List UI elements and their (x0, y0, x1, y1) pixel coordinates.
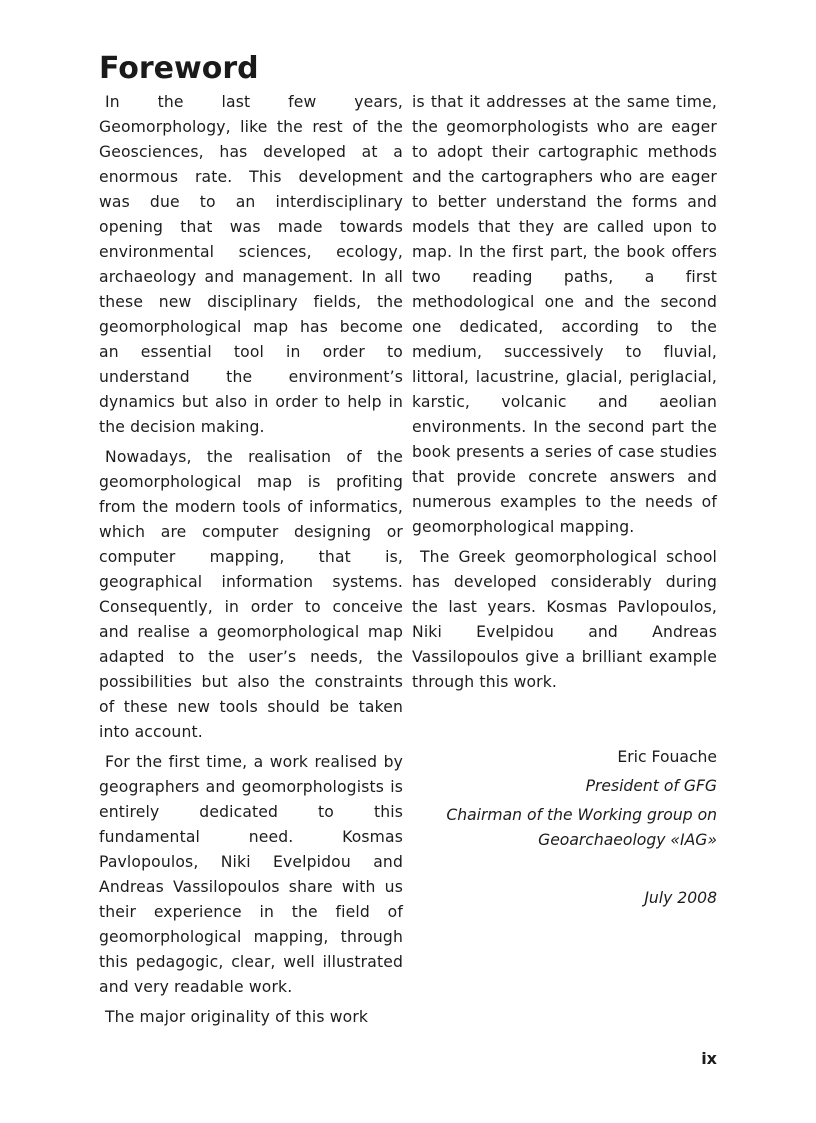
paragraph: In the last few years, Geomorphology, like the rest of the Geosciences, has developed at a enormous rate. This development was due to an interdisciplinary opening that was made towards environmental sciences, ecology, archaeology and management. In all these new disciplinary fields, the geomorphological map has become an essential tool in order to understand the environment’s dynamics but also in order to help in the decision making. (99, 93, 403, 436)
left-column (99, 90, 403, 1035)
page-title: Foreword (99, 51, 259, 86)
signature-role: President of GFG (585, 777, 717, 795)
signature-date: July 2008 (644, 889, 717, 907)
paragraph: The Greek geomorphological school has developed considerably during the last years. Kosmas Pavlopoulos, Niki Evelpidou and Andreas Vassilopoulos give a brilliant example through this work. (412, 548, 717, 691)
page-number: ix (701, 1049, 717, 1068)
paragraph: is that it addresses at the same time, the geomorphologists who are eager to adopt their cartographic methods and the cartographers who are eager to better understand the forms and models that they are called upon to map. In the first part, the book offers two reading paths, a first methodological one and the second one dedicated, according to the medium, successively to fluvial, littoral, lacustrine, glacial, periglacial, karstic, volcanic and aeolian environments. In the second part the book presents a series of case studies that provide concrete answers and numerous examples to the needs of geomorphological mapping. (412, 93, 717, 536)
right-column (412, 90, 717, 700)
signature-chair: Chairman of the Working group on Geoarchaeology «IAG» (446, 806, 717, 849)
paragraph: Nowadays, the realisation of the geomorphological map is profiting from the modern tools of informatics, which are computer designing or computer mapping, that is, geographical information systems. Consequently, in order to conceive and realise a geomorphological map adapted to the user’s needs, the possibilities but also the constraints of these new tools should be taken into account. (99, 448, 403, 741)
paragraph: The major originality of this work (105, 1008, 369, 1026)
paragraph: For the first time, a work realised by geographers and geomorphologists is entirely dedicated to this fundamental need. Kosmas Pavlopoulos, Niki Evelpidou and Andreas Vassilopoulos share with us their experience in the field of geomorphological mapping, through this pedagogic, clear, well illustrated and very readable work. (99, 753, 403, 996)
signature-name: Eric Fouache (617, 748, 717, 766)
